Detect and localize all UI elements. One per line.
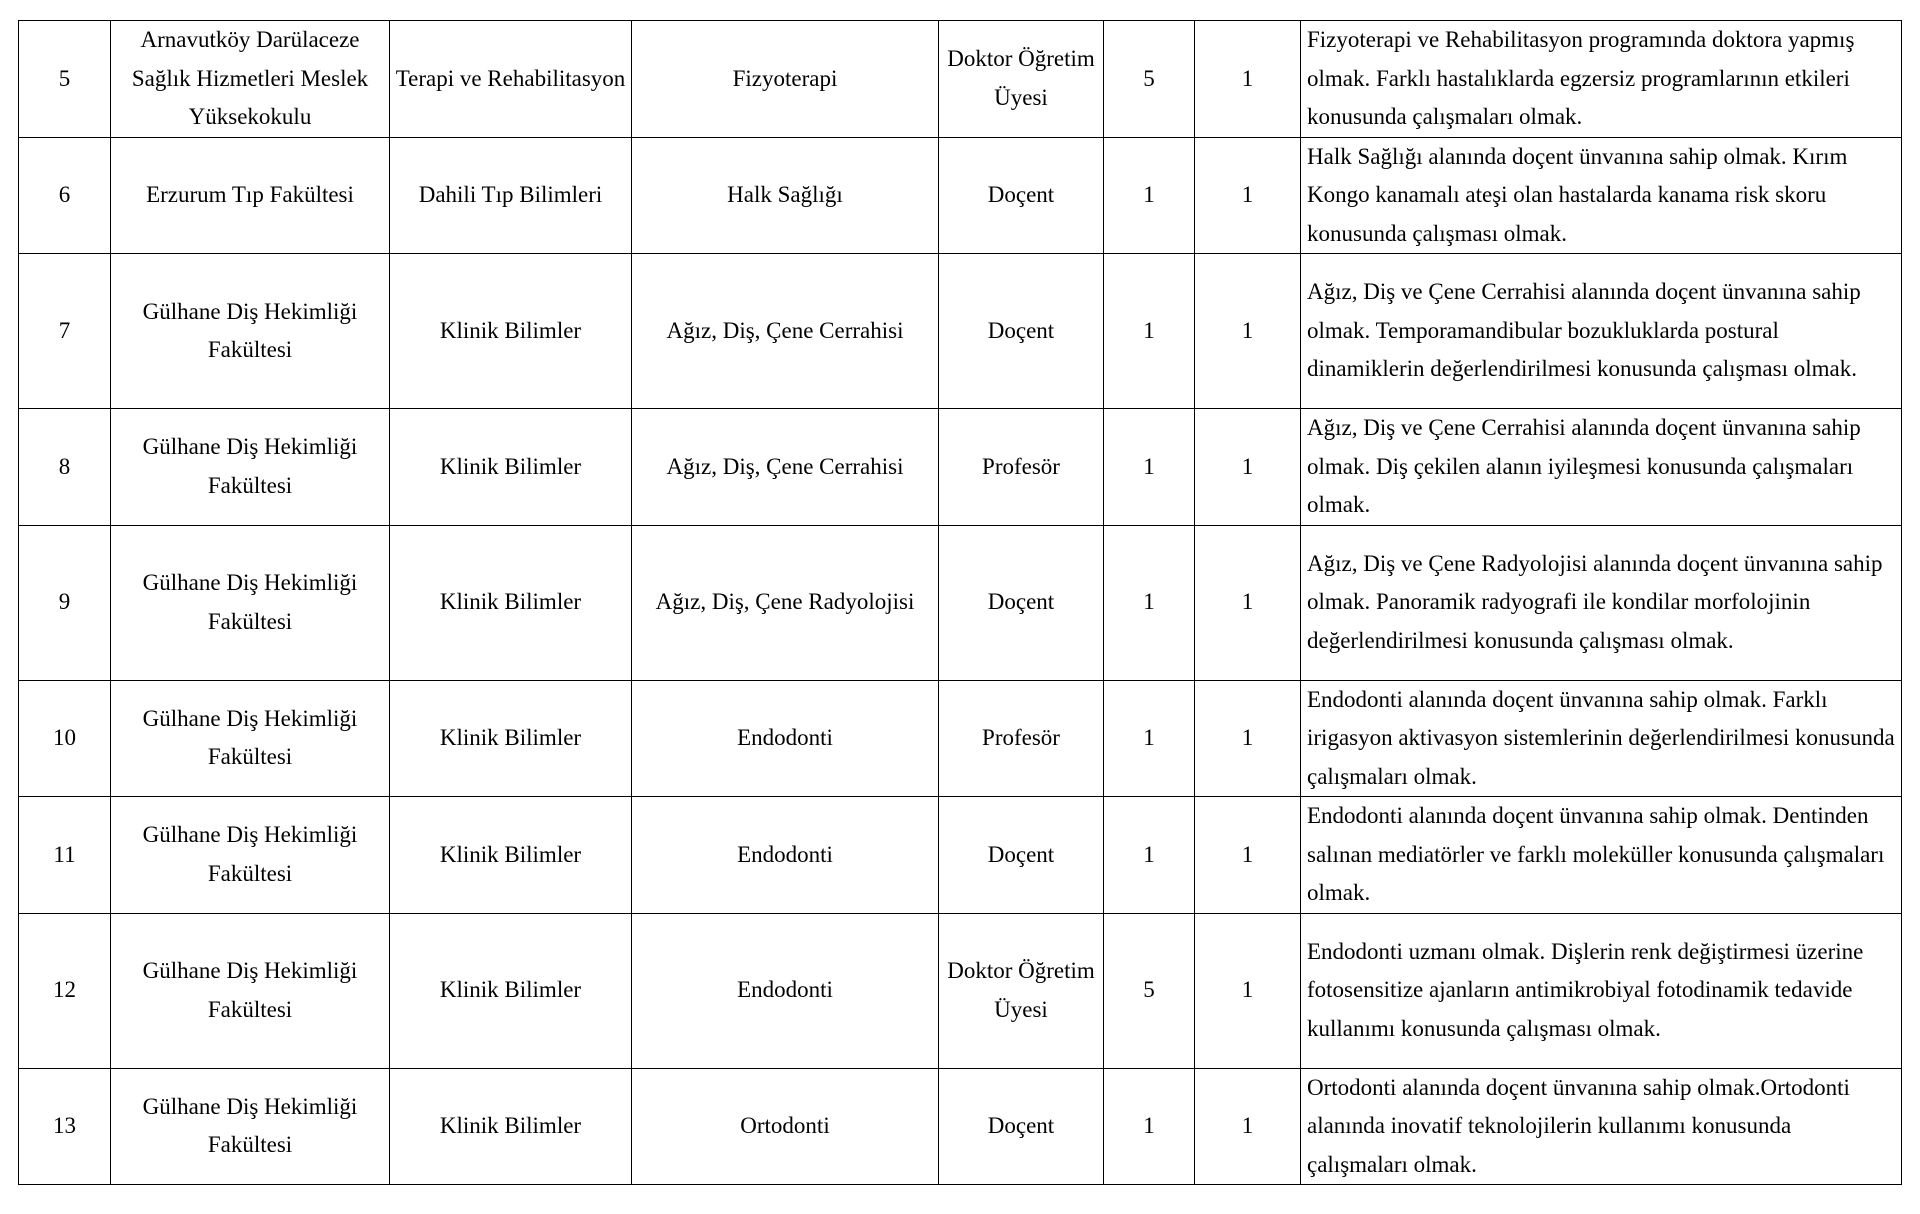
position-count-cell: 1 (1195, 254, 1301, 409)
academic-title-cell: Doçent (939, 254, 1104, 409)
department-cell: Klinik Bilimler (390, 913, 632, 1068)
academic-title-cell: Doktor Öğretim Üyesi (939, 21, 1104, 138)
row-number-cell: 10 (19, 680, 111, 797)
row-number-cell: 9 (19, 525, 111, 680)
requirements-cell: Ağız, Diş ve Çene Cerrahisi alanında doçent ünvanına sahip olmak. Diş çekilen alanın iyileşmesi konusunda çalışmaları olmak. (1301, 409, 1902, 526)
table-row (19, 409, 1902, 526)
row-number-cell: 13 (19, 1068, 111, 1185)
field-cell: Endodonti (632, 913, 939, 1068)
position-count-cell: 1 (1195, 21, 1301, 138)
requirements-cell: Ortodonti alanında doçent ünvanına sahip olmak.Ortodonti alanında inovatif teknolojilerin kullanımı konusunda çalışmaları olmak. (1301, 1068, 1902, 1185)
academic-title-cell: Doçent (939, 137, 1104, 254)
field-cell: Ağız, Diş, Çene Cerrahisi (632, 254, 939, 409)
row-number-cell: 11 (19, 797, 111, 914)
unit-name-cell: Arnavutköy Darülaceze Sağlık Hizmetleri Meslek Yüksekokulu (111, 21, 390, 138)
field-cell: Ortodonti (632, 1068, 939, 1185)
academic-title-cell: Profesör (939, 680, 1104, 797)
table-row (19, 137, 1902, 254)
field-cell: Ağız, Diş, Çene Radyolojisi (632, 525, 939, 680)
degree-cell: 5 (1104, 913, 1195, 1068)
table-row (19, 797, 1902, 914)
row-number-cell: 5 (19, 21, 111, 138)
degree-cell: 1 (1104, 409, 1195, 526)
degree-cell: 1 (1104, 1068, 1195, 1185)
academic-title-cell: Doçent (939, 1068, 1104, 1185)
field-cell: Fizyoterapi (632, 21, 939, 138)
table-row (19, 913, 1902, 1068)
academic-title-cell: Doçent (939, 797, 1104, 914)
department-cell: Dahili Tıp Bilimleri (390, 137, 632, 254)
table-body (19, 21, 1902, 1185)
unit-name-cell: Gülhane Diş Hekimliği Fakültesi (111, 913, 390, 1068)
field-cell: Endodonti (632, 680, 939, 797)
position-count-cell: 1 (1195, 1068, 1301, 1185)
table-row (19, 254, 1902, 409)
academic-title-cell: Doktor Öğretim Üyesi (939, 913, 1104, 1068)
row-number-cell: 7 (19, 254, 111, 409)
unit-name-cell: Erzurum Tıp Fakültesi (111, 137, 390, 254)
field-cell: Ağız, Diş, Çene Cerrahisi (632, 409, 939, 526)
row-number-cell: 12 (19, 913, 111, 1068)
unit-name-cell: Gülhane Diş Hekimliği Fakültesi (111, 1068, 390, 1185)
position-count-cell: 1 (1195, 525, 1301, 680)
requirements-cell: Ağız, Diş ve Çene Cerrahisi alanında doçent ünvanına sahip olmak. Temporamandibular bozukluklarda postural dinamiklerin değerlendirilmesi konusunda çalışması olmak. (1301, 254, 1902, 409)
unit-name-cell: Gülhane Diş Hekimliği Fakültesi (111, 409, 390, 526)
department-cell: Klinik Bilimler (390, 1068, 632, 1185)
positions-table (18, 20, 1902, 1185)
degree-cell: 1 (1104, 680, 1195, 797)
requirements-cell: Endodonti uzmanı olmak. Dişlerin renk değiştirmesi üzerine fotosensitize ajanların antimikrobiyal fotodinamik tedavide kullanımı konusunda çalışması olmak. (1301, 913, 1902, 1068)
position-count-cell: 1 (1195, 797, 1301, 914)
department-cell: Klinik Bilimler (390, 525, 632, 680)
position-count-cell: 1 (1195, 137, 1301, 254)
requirements-cell: Endodonti alanında doçent ünvanına sahip olmak. Dentinden salınan mediatörler ve farklı moleküller konusunda çalışmaları olmak. (1301, 797, 1902, 914)
department-cell: Terapi ve Rehabilitasyon (390, 21, 632, 138)
department-cell: Klinik Bilimler (390, 254, 632, 409)
degree-cell: 1 (1104, 797, 1195, 914)
academic-title-cell: Doçent (939, 525, 1104, 680)
table-row (19, 21, 1902, 138)
position-count-cell: 1 (1195, 680, 1301, 797)
field-cell: Endodonti (632, 797, 939, 914)
position-count-cell: 1 (1195, 409, 1301, 526)
position-count-cell: 1 (1195, 913, 1301, 1068)
requirements-cell: Halk Sağlığı alanında doçent ünvanına sahip olmak. Kırım Kongo kanamalı ateşi olan hastalarda kanama risk skoru konusunda çalışması olmak. (1301, 137, 1902, 254)
requirements-cell: Ağız, Diş ve Çene Radyolojisi alanında doçent ünvanına sahip olmak. Panoramik radyografi ile kondilar morfolojinin değerlendirilmesi konusunda çalışması olmak. (1301, 525, 1902, 680)
requirements-cell: Endodonti alanında doçent ünvanına sahip olmak. Farklı irigasyon aktivasyon sistemlerinin değerlendirilmesi konusunda çalışmaları olmak. (1301, 680, 1902, 797)
department-cell: Klinik Bilimler (390, 797, 632, 914)
field-cell: Halk Sağlığı (632, 137, 939, 254)
row-number-cell: 6 (19, 137, 111, 254)
degree-cell: 1 (1104, 254, 1195, 409)
unit-name-cell: Gülhane Diş Hekimliği Fakültesi (111, 254, 390, 409)
table-row (19, 1068, 1902, 1185)
table-row (19, 680, 1902, 797)
row-number-cell: 8 (19, 409, 111, 526)
degree-cell: 1 (1104, 137, 1195, 254)
requirements-cell: Fizyoterapi ve Rehabilitasyon programında doktora yapmış olmak. Farklı hastalıklarda egzersiz programlarının etkileri konusunda çalışmaları olmak. (1301, 21, 1902, 138)
academic-title-cell: Profesör (939, 409, 1104, 526)
unit-name-cell: Gülhane Diş Hekimliği Fakültesi (111, 797, 390, 914)
degree-cell: 5 (1104, 21, 1195, 138)
degree-cell: 1 (1104, 525, 1195, 680)
department-cell: Klinik Bilimler (390, 409, 632, 526)
unit-name-cell: Gülhane Diş Hekimliği Fakültesi (111, 525, 390, 680)
unit-name-cell: Gülhane Diş Hekimliği Fakültesi (111, 680, 390, 797)
table-row (19, 525, 1902, 680)
department-cell: Klinik Bilimler (390, 680, 632, 797)
